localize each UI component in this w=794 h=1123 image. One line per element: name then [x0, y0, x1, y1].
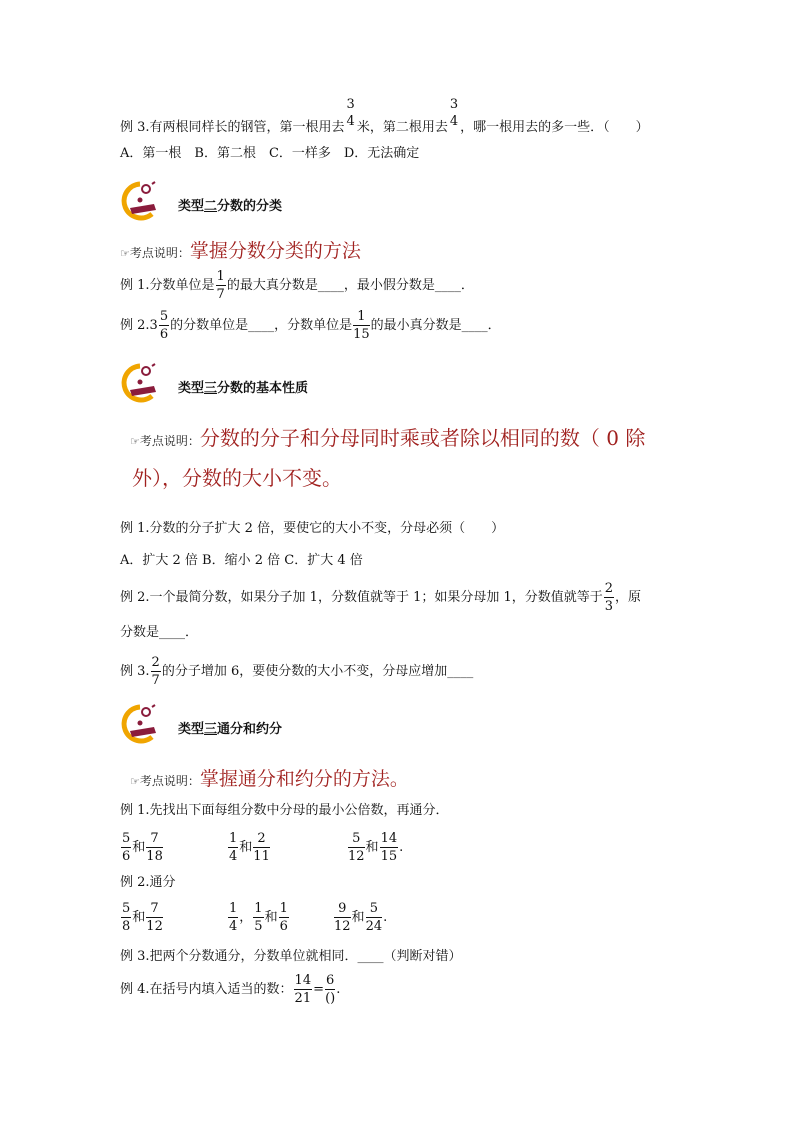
fraction-group: $\frac{5}{6}$ 和 $\frac{7}{18}$: [122, 831, 163, 864]
key-point-note-continued: 外），分数的大小不变。: [132, 466, 342, 490]
magnifier-icon: [120, 362, 164, 406]
section2-example-2: 例 2.3 $\frac{5}{6}$ 的分数单位是____，分数单位是 $\frac{1}{15}$ 的最小真分数是____．: [120, 309, 501, 342]
section4-example-1: 例 1.先找出下面每组分数中分母的最小公倍数，再通分．: [120, 803, 449, 818]
magnifier-icon: [120, 703, 164, 747]
section4-example-3: 例 3.把两个分数通分，分数单位就相同．____（判断对错）: [120, 949, 462, 964]
fraction-group: $\frac{9}{12}$ 和 $\frac{5}{24}$ .: [334, 901, 388, 934]
section3-example-1-options: A．扩大 2 倍 B．缩小 2 倍 C．扩大 4 倍: [120, 553, 363, 568]
pointing-hand-icon: ☞: [130, 775, 140, 788]
key-point-note: ☞考点说明：分数的分子和分母同时乘或者除以相同的数（ 0 除: [130, 426, 646, 450]
section4-example-4: 例 4.在括号内填入适当的数： $\frac{14}{21}$ = $\frac{6}{()}$ .: [120, 973, 341, 1006]
fraction-group: $\frac{1}{4}$ ， $\frac{1}{5}$ 和 $\frac{1}{6}$: [229, 901, 288, 934]
fraction: $\frac{1}{7}$: [216, 269, 225, 302]
fraction: $\frac{2}{3}$: [604, 581, 614, 614]
fraction-group: $\frac{5}{8}$ 和 $\frac{7}{12}$: [122, 901, 163, 934]
section3-example-2: 例 2.一个最简分数，如果分子加 1，分数值就等于 1；如果分母加 1，分数值就等于 $\frac{2}{3}$ ，原: [120, 581, 642, 614]
section4-example-2: 例 2.通分: [120, 875, 176, 890]
fraction: $\frac{2}{7}$: [151, 655, 160, 688]
pointing-hand-icon: ☞: [130, 435, 140, 448]
example-3-options: A．第一根 B．第二根 C．一样多 D．无法确定: [120, 146, 420, 161]
fraction: $\frac{5}{6}$: [159, 309, 169, 342]
fraction: 3 4: [449, 97, 459, 129]
key-point-note: ☞考点说明：掌握通分和约分的方法。: [130, 768, 409, 790]
section3-example-2-cont: 分数是____．: [120, 625, 199, 640]
section3-example-1: 例 1.分数的分子扩大 2 倍，要使它的大小不变，分母必须（ ）: [120, 521, 505, 536]
fraction-group: $\frac{5}{12}$ 和 $\frac{14}{15}$ .: [348, 831, 404, 864]
fraction: 3 4: [346, 97, 355, 129]
pointing-hand-icon: ☞: [120, 247, 130, 260]
section2-example-1: 例 1.分数单位是 $\frac{1}{7}$ 的最大真分数是____，最小假分数是____．: [120, 269, 474, 302]
section3-example-3: 例 3. $\frac{2}{7}$ 的分子增加 6，要使分数的大小不变，分母应增加____: [120, 655, 474, 688]
example-3-pipes: 例 3.有两根同样长的钢管，第一根用去 3 4 米，第二根用去 3 4 ，哪一根用去的多一些．（ ）: [120, 97, 649, 135]
fraction-group: $\frac{1}{4}$ 和 $\frac{2}{11}$: [229, 831, 270, 864]
magnifier-icon: [120, 180, 164, 224]
fraction: $\frac{1}{15}$: [353, 309, 370, 342]
key-point-note: ☞考点说明：掌握分数分类的方法: [120, 240, 361, 262]
